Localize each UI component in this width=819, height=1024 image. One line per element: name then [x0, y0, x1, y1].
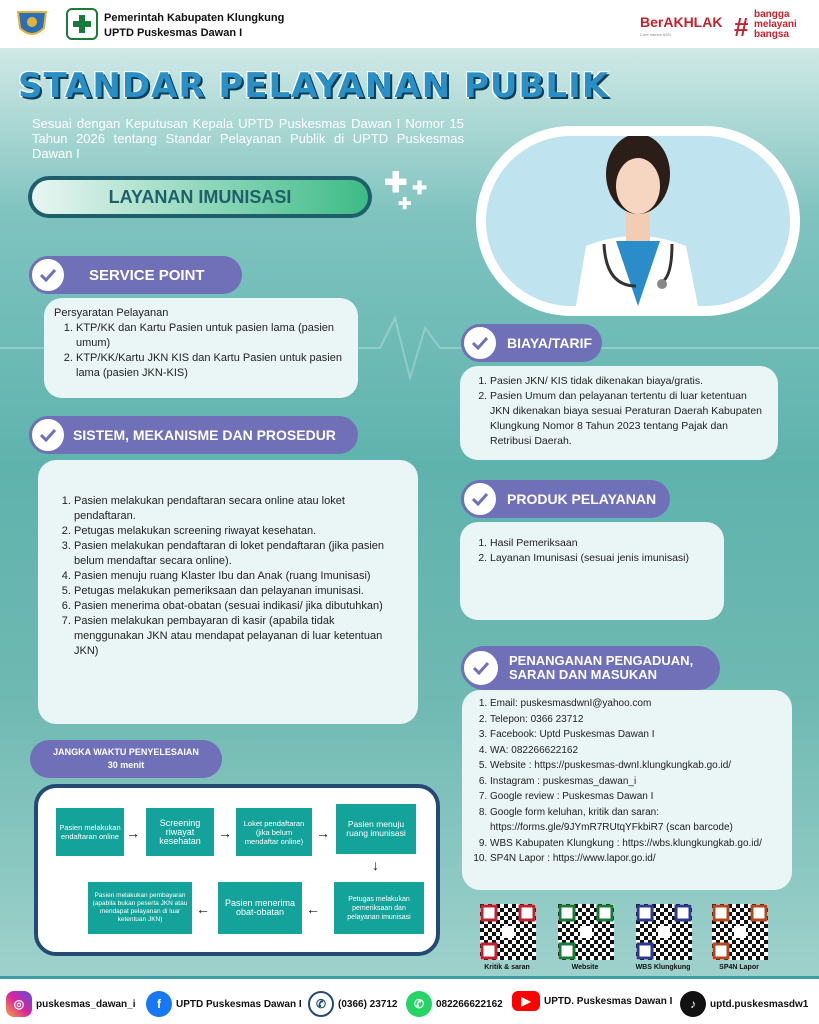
list-item: 2. Pasien Umum dan pelayanan tertentu di luar ketentuan JKN dikenakan biaya sesuai Peraturan Daerah Kabupaten Klungkung Nomor 8 Tahun 2023 tentang Pajak dan Retribusi Daerah.	[490, 389, 768, 449]
flow-step-7: Pasien melakukan pembayaran (apabila bukan peserta JKN atau mendapat pelayanan di luar ketentuan JKN)	[88, 882, 192, 934]
list-item: 1. Pasien melakukan pendaftaran secara online atau loket pendaftaran.	[74, 494, 404, 524]
check-icon	[29, 416, 67, 454]
pengaduan-title-line1: PENANGANAN PENGADUAN,	[509, 653, 694, 668]
facebook-name: UPTD Puskesmas Dawan I	[176, 998, 302, 1010]
jangka-label: JANGKA WAKTU PENYELESAIAN	[53, 747, 199, 757]
qr-code-kritik[interactable]	[480, 904, 536, 960]
header-line2: UPTD Puskesmas Dawan I	[104, 27, 243, 39]
flow-step-6: Pasien menerima obat-obatan	[218, 882, 302, 934]
youtube-icon: ▶	[512, 991, 540, 1011]
footer-youtube[interactable]	[512, 991, 672, 1011]
sistem-header	[30, 416, 358, 454]
list-item: 2. Petugas melakukan screening riwayat kesehatan.	[74, 524, 404, 539]
qr-caption: Website	[571, 964, 599, 971]
produk-card	[460, 522, 724, 620]
qr-code-icon	[480, 904, 536, 960]
whatsapp-icon: ✆	[406, 991, 432, 1017]
jangka-waktu-badge	[30, 740, 222, 778]
qr-code-sp4n[interactable]	[712, 904, 768, 960]
pengaduan-list	[468, 696, 788, 867]
sistem-card	[38, 460, 418, 724]
melayani-word: melayani	[754, 19, 797, 30]
persyaratan-heading: Persyaratan Pelayanan	[54, 307, 169, 319]
jangka-value: 30 menit	[107, 760, 145, 770]
footer-instagram[interactable]	[6, 991, 136, 1017]
tiktok-handle: uptd.puskesmasdw1	[710, 998, 809, 1010]
pengaduan-title-line2: SARAN DAN MASUKAN	[509, 667, 658, 682]
service-point-card	[44, 298, 358, 398]
puskesmas-logo-icon	[66, 8, 98, 40]
plus-icon: ✚	[398, 196, 412, 213]
service-point-title: SERVICE POINT	[89, 266, 205, 284]
hashtag-icon: #	[734, 12, 749, 42]
check-icon	[29, 256, 67, 294]
list-item: 6. Instagram : puskesmas_dawan_i	[490, 774, 788, 790]
service-point-header	[30, 256, 242, 294]
berakhlak-logo: BerAKHLAK	[640, 14, 723, 30]
tiktok-icon: ♪	[680, 991, 706, 1017]
qr-caption: SP4N Lapor	[719, 964, 759, 971]
check-icon	[461, 480, 499, 518]
list-item: 4. WA: 082266622162	[490, 743, 788, 759]
qr-code-icon	[636, 904, 692, 960]
prosedur-list	[52, 494, 404, 659]
qr-code-wbs[interactable]	[636, 904, 692, 960]
page-subtitle: Sesuai dengan Keputusan Kepala UPTD Puskesmas Dawan I Nomor 15 Tahun 2026 tentang Standar Pelayanan Publik di UPTD Puskesmas Dawan I	[32, 116, 464, 161]
pengaduan-card	[462, 690, 792, 890]
biaya-title: BIAYA/TARIF	[507, 334, 593, 351]
sistem-title: SISTEM, MEKANISME DAN PROSEDUR	[73, 426, 336, 443]
list-item: 7. Google review : Puskesmas Dawan I	[490, 789, 788, 805]
flow-step-1: Pasien melakukan endaftaran online	[56, 808, 124, 856]
bangga-melayani-logo	[754, 10, 797, 40]
plus-icon: ✚	[412, 178, 428, 198]
list-item: 10. SP4N Lapor : https://www.lapor.go.id/	[490, 851, 788, 867]
flow-step-4: Pasien menuju ruang imunisasi	[336, 804, 416, 854]
pengaduan-title	[509, 654, 693, 682]
persyaratan-list	[54, 321, 344, 381]
layanan-banner	[28, 176, 372, 218]
produk-title: PRODUK PELAYANAN	[507, 490, 657, 507]
arrow-left-icon: ←	[306, 901, 320, 917]
whatsapp-number: 082266622162	[436, 998, 503, 1010]
plus-icon: ✚	[384, 167, 408, 198]
footer-facebook[interactable]	[146, 991, 302, 1017]
list-item: 1. KTP/KK dan Kartu Pasien untuk pasien lama (pasien umum)	[76, 321, 344, 351]
doctor-photo	[486, 136, 790, 306]
flow-step-5: Petugas melakukan pemeriksaan dan pelayanan imunisasi	[334, 882, 424, 934]
list-item: 9. WBS Kabupaten Klungkung : https://wbs.klungkungkab.go.id/	[490, 836, 788, 852]
list-item: 2. Layanan Imunisasi (sesuai jenis imunisasi)	[490, 551, 714, 566]
header-text	[104, 11, 284, 41]
qr-caption: WBS Klungkung	[635, 964, 691, 971]
instagram-icon: ◎	[6, 991, 32, 1017]
footer-whatsapp[interactable]	[406, 991, 503, 1017]
layanan-label: LAYANAN IMUNISASI	[32, 180, 368, 214]
flow-step-2: Screening riwayat kesehatan	[146, 808, 214, 856]
footer-tiktok[interactable]	[680, 991, 808, 1017]
produk-list	[468, 536, 714, 566]
check-icon	[461, 324, 499, 362]
footer	[0, 976, 819, 1024]
pengaduan-header	[462, 646, 720, 690]
berakhlak-subtext: Core Values ASN	[640, 32, 671, 37]
biaya-list	[468, 374, 768, 449]
list-item: 3. Pasien melakukan pendaftaran di loket pendaftaran (jika pasien belum mendaftar secara online).	[74, 539, 404, 569]
check-icon	[461, 648, 501, 688]
arrow-left-icon: ←	[196, 901, 210, 917]
biaya-header	[462, 324, 602, 362]
qr-caption: Kritik & saran	[484, 964, 530, 971]
bangsa-word: bangsa	[754, 29, 790, 40]
qr-code-website[interactable]	[558, 904, 614, 960]
header-line1: Pemerintah Kabupaten Klungkung	[104, 12, 285, 24]
arrow-right-icon: →	[126, 825, 140, 841]
list-item: 8. Google form keluhan, kritik dan saran: https://forms.gle/9JYmR7RUtqYFkbiR7 (scan barcode)	[490, 805, 788, 836]
flowchart	[34, 784, 440, 956]
list-item: 7. Pasien melakukan pembayaran di kasir (apabila tidak menggunakan JKN atau mendapat pelayanan di luar ketentuan JKN)	[74, 614, 404, 659]
kabupaten-logo-icon	[14, 8, 50, 40]
facebook-icon: f	[146, 991, 172, 1017]
list-item: 6. Pasien menerima obat-obatan (sesuai indikasi/ jika dibutuhkan)	[74, 599, 404, 614]
footer-phone[interactable]	[308, 991, 398, 1017]
instagram-handle: puskesmas_dawan_i	[36, 998, 136, 1010]
page-title: STANDAR PELAYANAN PUBLIK	[18, 66, 610, 106]
list-item: 2. Telepon: 0366 23712	[490, 712, 788, 728]
biaya-card	[460, 366, 778, 460]
list-item: 1. Hasil Pemeriksaan	[490, 536, 714, 551]
arrow-right-icon: →	[218, 825, 232, 841]
produk-header	[462, 480, 670, 518]
list-item: 5. Petugas melakukan pemeriksaan dan pelayanan imunisasi.	[74, 584, 404, 599]
list-item: 3. Facebook: Uptd Puskesmas Dawan I	[490, 727, 788, 743]
header	[0, 0, 819, 48]
list-item: 4. Pasien menuju ruang Klaster Ibu dan Anak (ruang Imunisasi)	[74, 569, 404, 584]
list-item: 5. Website : https://puskesmas-dwnI.klungkungkab.go.id/	[490, 758, 788, 774]
list-item: 1. Pasien JKN/ KIS tidak dikenakan biaya/gratis.	[490, 374, 768, 389]
qr-code-icon	[558, 904, 614, 960]
arrow-right-icon: →	[316, 825, 330, 841]
qr-code-icon	[712, 904, 768, 960]
youtube-channel: UPTD. Puskesmas Dawan I	[544, 995, 673, 1007]
list-item: 2. KTP/KK/Kartu JKN KIS dan Kartu Pasien untuk pasien lama (pasien JKN-KIS)	[76, 351, 344, 381]
arrow-down-icon: ↓	[372, 857, 379, 873]
phone-icon: ✆	[308, 991, 334, 1017]
doctor-illustration-icon	[486, 136, 790, 306]
flow-step-3: Loket pendaftaran (jika belum mendaftar online)	[236, 808, 312, 856]
list-item: 1. Email: puskesmasdwnI@yahoo.com	[490, 696, 788, 712]
phone-number: (0366) 23712	[338, 998, 398, 1010]
bangga-word: bangga	[754, 9, 790, 20]
